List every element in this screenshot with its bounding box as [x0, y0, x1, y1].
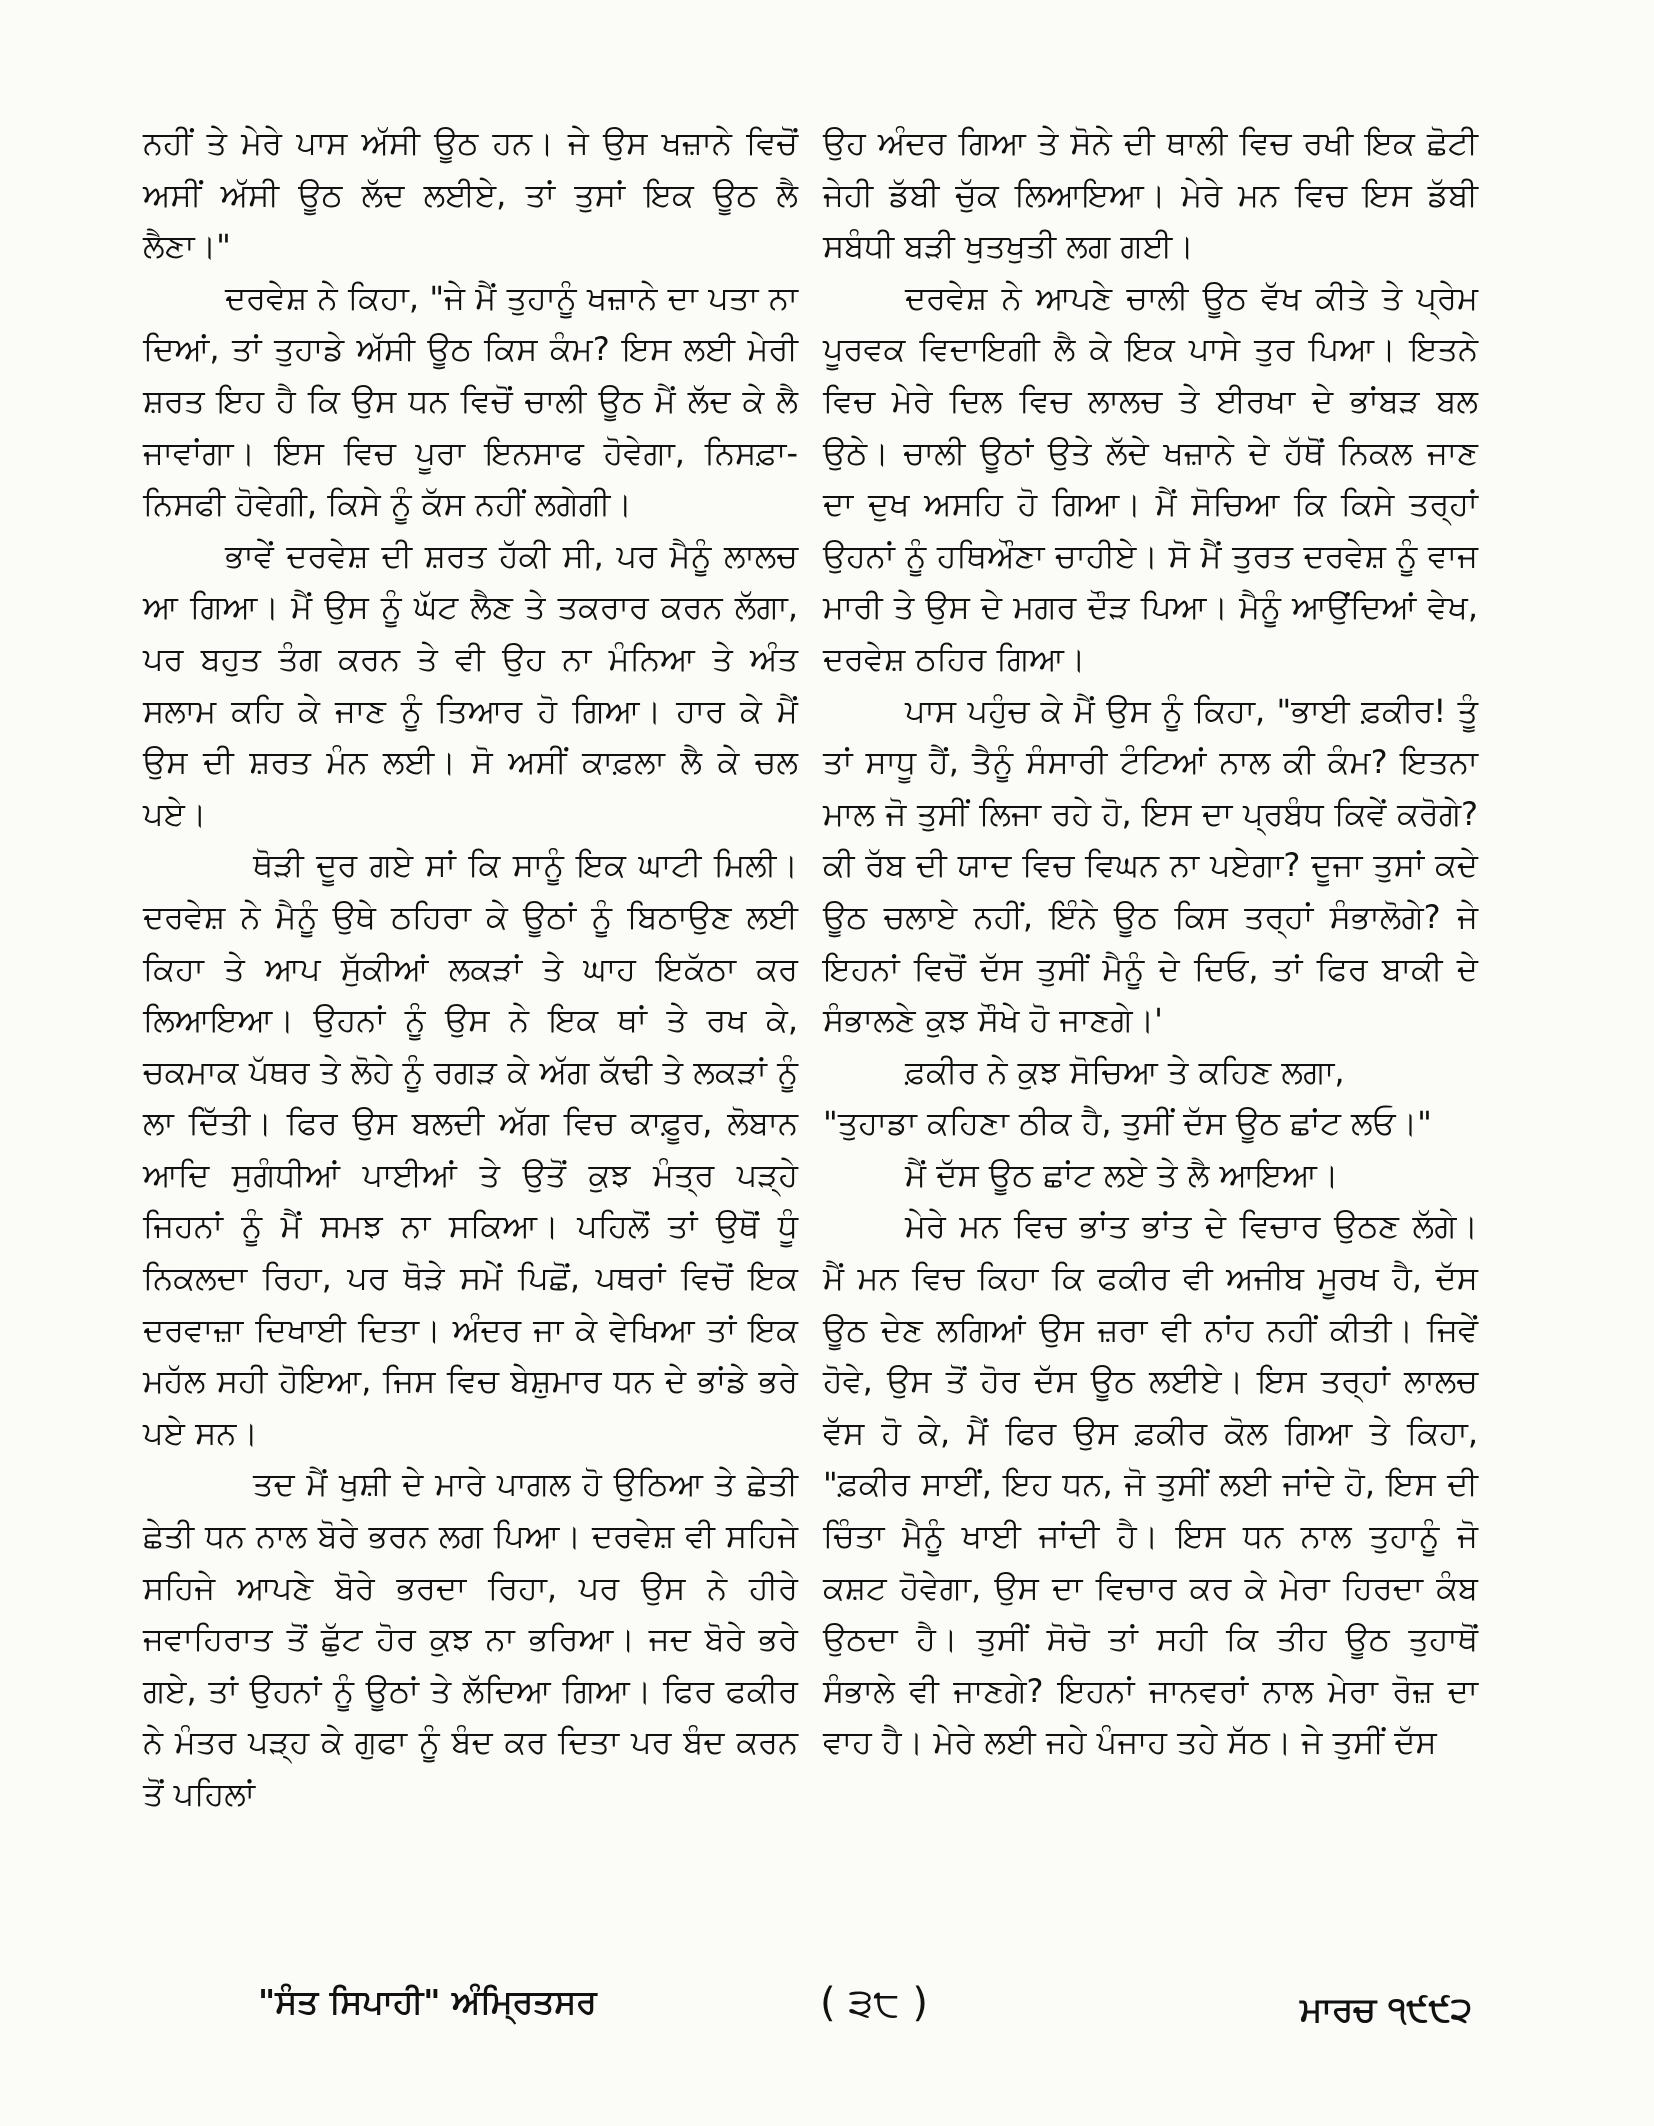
paragraph-left-5: ਤਦ ਮੈਂ ਖੁਸ਼ੀ ਦੇ ਮਾਰੇ ਪਾਗਲ ਹੋ ਉਠਿਆ ਤੇ ਛੇਤੀ ਛੇਤੀ ਧਨ ਨਾਲ ਬੋਰੇ ਭਰਨ ਲਗ ਪਿਆ। ਦਰਵੇਸ਼ ਵੀ ਸਹਿਜੇ ਸਹਿਜੇ ਆਪਣੇ ਬੋਰੇ ਭਰਦਾ ਰਿਹਾ, ਪਰ ਉਸ ਨੇ ਹੀਰੇ ਜਵਾਹਿਰਾਤ ਤੋਂ ਛੁੱਟ ਹੋਰ ਕੁਝ ਨਾ ਭਰਿਆ। ਜਦ ਬੋਰੇ ਭਰੇ ਗਏ, ਤਾਂ ਉਹਨਾਂ ਨੂੰ ਊਠਾਂ ਤੇ ਲੱਦਿਆ ਗਿਆ। ਫਿਰ ਫਕੀਰ ਨੇ ਮੰਤਰ ਪੜ੍ਹ ਕੇ ਗੁਫਾ ਨੂੰ ਬੰਦ ਕਰ ਦਿਤਾ ਪਰ ਬੰਦ ਕਰਨ ਤੋਂ ਪਹਿਲਾਂ [143, 1465, 798, 1813]
left-column [143, 118, 798, 1821]
issue-date: ਮਾਰਚ ੧੯੯੨ [1300, 1990, 1473, 2030]
right-column [823, 118, 1478, 1769]
paragraph-right-5: "ਤੁਹਾਡਾ ਕਹਿਣਾ ਠੀਕ ਹੈ, ਤੁਸੀਂ ਦੱਸ ਊਠ ਛਾਂਟ ਲਓ।" [823, 1104, 1432, 1143]
paragraph-left-3: ਭਾਵੇਂ ਦਰਵੇਸ਼ ਦੀ ਸ਼ਰਤ ਹੱਕੀ ਸੀ, ਪਰ ਮੈਨੂੰ ਲਾਲਚ ਆ ਗਿਆ। ਮੈਂ ਉਸ ਨੂੰ ਘੱਟ ਲੈਣ ਤੇ ਤਕਰਾਰ ਕਰਨ ਲੱਗਾ, ਪਰ ਬਹੁਤ ਤੰਗ ਕਰਨ ਤੇ ਵੀ ਉਹ ਨਾ ਮੰਨਿਆ ਤੇ ਅੰਤ ਸਲਾਮ ਕਹਿ ਕੇ ਜਾਣ ਨੂੰ ਤਿਆਰ ਹੋ ਗਿਆ। ਹਾਰ ਕੇ ਮੈਂ ਉਸ ਦੀ ਸ਼ਰਤ ਮੰਨ ਲਈ। ਸੋ ਅਸੀਂ ਕਾਫ਼ਲਾ ਲੈ ਕੇ ਚਲ ਪਏ। [143, 536, 798, 833]
page-footer [0, 1982, 1654, 2042]
paragraph-left-2: ਦਰਵੇਸ਼ ਨੇ ਕਿਹਾ, "ਜੇ ਮੈਂ ਤੁਹਾਨੂੰ ਖਜ਼ਾਨੇ ਦਾ ਪਤਾ ਨਾ ਦਿਆਂ, ਤਾਂ ਤੁਹਾਡੇ ਅੱਸੀ ਊਠ ਕਿਸ ਕੰਮ? ਇਸ ਲਈ ਮੇਰੀ ਸ਼ਰਤ ਇਹ ਹੈ ਕਿ ਉਸ ਧਨ ਵਿਚੋਂ ਚਾਲੀ ਊਠ ਮੈਂ ਲੱਦ ਕੇ ਲੈ ਜਾਵਾਂਗਾ। ਇਸ ਵਿਚ ਪੂਰਾ ਇਨਸਾਫ ਹੋਵੇਗਾ, ਨਿਸਫ਼ਾ-ਨਿਸਫੀ ਹੋਵੇਗੀ, ਕਿਸੇ ਨੂੰ ਕੱਸ ਨਹੀਂ ਲਗੇਗੀ। [143, 278, 798, 524]
paragraph-left-4: ਥੋੜੀ ਦੂਰ ਗਏ ਸਾਂ ਕਿ ਸਾਨੂੰ ਇਕ ਘਾਟੀ ਮਿਲੀ। ਦਰਵੇਸ਼ ਨੇ ਮੈਨੂੰ ਉਥੇ ਠਹਿਰਾ ਕੇ ਊਠਾਂ ਨੂੰ ਬਿਠਾਉਣ ਲਈ ਕਿਹਾ ਤੇ ਆਪ ਸੁੱਕੀਆਂ ਲਕੜਾਂ ਤੇ ਘਾਹ ਇਕੱਠਾ ਕਰ ਲਿਆਇਆ। ਉਹਨਾਂ ਨੂੰ ਉਸ ਨੇ ਇਕ ਥਾਂ ਤੇ ਰਖ ਕੇ, ਚਕਮਾਕ ਪੱਥਰ ਤੇ ਲੋਹੇ ਨੂੰ ਰਗੜ ਕੇ ਅੱਗ ਕੱਢੀ ਤੇ ਲਕੜਾਂ ਨੂੰ ਲਾ ਦਿੱਤੀ। ਫਿਰ ਉਸ ਬਲਦੀ ਅੱਗ ਵਿਚ ਕਾਫ਼ੂਰ, ਲੋਬਾਨ ਆਦਿ ਸੁਗੰਧੀਆਂ ਪਾਈਆਂ ਤੇ ਉਤੋਂ ਕੁਝ ਮੰਤ੍ਰ ਪੜ੍ਹੇ ਜਿਹਨਾਂ ਨੂੰ ਮੈਂ ਸਮਝ ਨਾ ਸਕਿਆ। ਪਹਿਲੋਂ ਤਾਂ ਉਥੋਂ ਧੂੰ ਨਿਕਲਦਾ ਰਿਹਾ, ਪਰ ਥੋੜੇ ਸਮੇਂ ਪਿਛੋਂ, ਪਥਰਾਂ ਵਿਚੋਂ ਇਕ ਦਰਵਾਜ਼ਾ ਦਿਖਾਈ ਦਿਤਾ। ਅੰਦਰ ਜਾ ਕੇ ਵੇਖਿਆ ਤਾਂ ਇਕ ਮਹੱਲ ਸਹੀ ਹੋਇਆ, ਜਿਸ ਵਿਚ ਬੇਸ਼ੁਮਾਰ ਧਨ ਦੇ ਭਾਂਡੇ ਭਰੇ ਪਏ ਸਨ। [143, 846, 798, 1452]
page-number: ( ੩੮ ) [820, 1980, 928, 2026]
paragraph-right-6: ਮੈਂ ਦੱਸ ਊਠ ਛਾਂਟ ਲਏ ਤੇ ਲੈ ਆਇਆ। [905, 1155, 1339, 1194]
paragraph-right-2: ਦਰਵੇਸ਼ ਨੇ ਆਪਣੇ ਚਾਲੀ ਊਠ ਵੱਖ ਕੀਤੇ ਤੇ ਪ੍ਰੇਮ ਪੂਰਵਕ ਵਿਦਾਇਗੀ ਲੈ ਕੇ ਇਕ ਪਾਸੇ ਤੁਰ ਪਿਆ। ਇਤਨੇ ਵਿਚ ਮੇਰੇ ਦਿਲ ਵਿਚ ਲਾਲਚ ਤੇ ਈਰਖਾ ਦੇ ਭਾਂਬੜ ਬਲ ਉਠੇ। ਚਾਲੀ ਊਠਾਂ ਉਤੇ ਲੱਦੇ ਖਜ਼ਾਨੇ ਦੇ ਹੱਥੋਂ ਨਿਕਲ ਜਾਣ ਦਾ ਦੁਖ ਅਸਹਿ ਹੋ ਗਿਆ। ਮੈਂ ਸੋਚਿਆ ਕਿ ਕਿਸੇ ਤਰ੍ਹਾਂ ਉਹਨਾਂ ਨੂੰ ਹਥਿਔਣਾ ਚਾਹੀਏ। ਸੋ ਮੈਂ ਤੁਰਤ ਦਰਵੇਸ਼ ਨੂੰ ਵਾਜ ਮਾਰੀ ਤੇ ਉਸ ਦੇ ਮਗਰ ਦੌੜ ਪਿਆ। ਮੈਨੂੰ ਆਉਂਦਿਆਂ ਵੇਖ, ਦਰਵੇਸ਼ ਠਹਿਰ ਗਿਆ। [823, 278, 1478, 678]
magazine-name: "ਸੰਤ ਸਿਪਾਹੀ" ਅੰਮ੍ਰਿਤਸਰ [258, 1982, 597, 2021]
paragraph-right-7: ਮੇਰੇ ਮਨ ਵਿਚ ਭਾਂਤ ਭਾਂਤ ਦੇ ਵਿਚਾਰ ਉਠਣ ਲੱਗੇ। ਮੈਂ ਮਨ ਵਿਚ ਕਿਹਾ ਕਿ ਫਕੀਰ ਵੀ ਅਜੀਬ ਮੂਰਖ ਹੈ, ਦੱਸ ਊਠ ਦੇਣ ਲਗਿਆਂ ਉਸ ਜ਼ਰਾ ਵੀ ਨਾਂਹ ਨਹੀਂ ਕੀਤੀ। ਜਿਵੇਂ ਹੋਵੇ, ਉਸ ਤੋਂ ਹੋਰ ਦੱਸ ਊਠ ਲਈਏ। ਇਸ ਤਰ੍ਹਾਂ ਲਾਲਚ ਵੱਸ ਹੋ ਕੇ, ਮੈਂ ਫਿਰ ਉਸ ਫ਼ਕੀਰ ਕੋਲ ਗਿਆ ਤੇ ਕਿਹਾ, "ਫ਼ਕੀਰ ਸਾਈਂ, ਇਹ ਧਨ, ਜੋ ਤੁਸੀਂ ਲਈ ਜਾਂਦੇ ਹੋ, ਇਸ ਦੀ ਚਿੰਤਾ ਮੈਨੂੰ ਖਾਈ ਜਾਂਦੀ ਹੈ। ਇਸ ਧਨ ਨਾਲ ਤੁਹਾਨੂੰ ਜੋ ਕਸ਼ਟ ਹੋਵੇਗਾ, ਉਸ ਦਾ ਵਿਚਾਰ ਕਰ ਕੇ ਮੇਰਾ ਹਿਰਦਾ ਕੰਬ ਉਠਦਾ ਹੈ। ਤੁਸੀਂ ਸੋਚੋ ਤਾਂ ਸਹੀ ਕਿ ਤੀਹ ਊਠ ਤੁਹਾਥੋਂ ਸੰਭਾਲੇ ਵੀ ਜਾਣਗੇ? ਇਹਨਾਂ ਜਾਨਵਰਾਂ ਨਾਲ ਮੇਰਾ ਰੋਜ਼ ਦਾ ਵਾਹ ਹੈ। ਮੇਰੇ ਲਈ ਜਹੇ ਪੰਜਾਹ ਤਹੇ ਸੱਠ। ਜੇ ਤੁਸੀਂ ਦੱਸ [823, 1207, 1478, 1762]
paragraph-right-4: ਫ਼ਕੀਰ ਨੇ ਕੁਝ ਸੋਚਿਆ ਤੇ ਕਹਿਣ ਲਗਾ, [905, 1052, 1345, 1091]
paragraph-right-3: ਪਾਸ ਪਹੁੰਚ ਕੇ ਮੈਂ ਉਸ ਨੂੰ ਕਿਹਾ, "ਭਾਈ ਫ਼ਕੀਰ! ਤੂੰ ਤਾਂ ਸਾਧੂ ਹੈਂ, ਤੈਨੂੰ ਸੰਸਾਰੀ ਟੰਟਿਆਂ ਨਾਲ ਕੀ ਕੰਮ? ਇਤਨਾ ਮਾਲ ਜੋ ਤੁਸੀਂ ਲਿਜਾ ਰਹੇ ਹੋ, ਇਸ ਦਾ ਪ੍ਰਬੰਧ ਕਿਵੇਂ ਕਰੋਗੇ? ਕੀ ਰੱਬ ਦੀ ਯਾਦ ਵਿਚ ਵਿਘਨ ਨਾ ਪਏਗਾ? ਦੂਜਾ ਤੁਸਾਂ ਕਦੇ ਊਠ ਚਲਾਏ ਨਹੀਂ, ਇੰਨੇ ਊਠ ਕਿਸ ਤਰ੍ਹਾਂ ਸੰਭਾਲੋਗੇ? ਜੇ ਇਹਨਾਂ ਵਿਚੋਂ ਦੱਸ ਤੁਸੀਂ ਮੈਨੂੰ ਦੇ ਦਿਓ, ਤਾਂ ਫਿਰ ਬਾਕੀ ਦੇ ਸੰਭਾਲਣੇ ਕੁਝ ਸੌਖੇ ਹੋ ਜਾਣਗੇ।' [823, 691, 1478, 1040]
paragraph-right-1: ਉਹ ਅੰਦਰ ਗਿਆ ਤੇ ਸੋਨੇ ਦੀ ਥਾਲੀ ਵਿਚ ਰਖੀ ਇਕ ਛੋਟੀ ਜੇਹੀ ਡੱਬੀ ਚੁੱਕ ਲਿਆਇਆ। ਮੇਰੇ ਮਨ ਵਿਚ ਇਸ ਡੱਬੀ ਸਬੰਧੀ ਬੜੀ ਖੁਤਖੁਤੀ ਲਗ ਗਈ। [823, 124, 1478, 266]
paragraph-left-1: ਨਹੀਂ ਤੇ ਮੇਰੇ ਪਾਸ ਅੱਸੀ ਊਠ ਹਨ। ਜੇ ਉਸ ਖਜ਼ਾਨੇ ਵਿਚੋਂ ਅਸੀਂ ਅੱਸੀ ਊਠ ਲੱਦ ਲਈਏ, ਤਾਂ ਤੁਸਾਂ ਇਕ ਊਠ ਲੈ ਲੈਣਾ।" [143, 124, 798, 266]
